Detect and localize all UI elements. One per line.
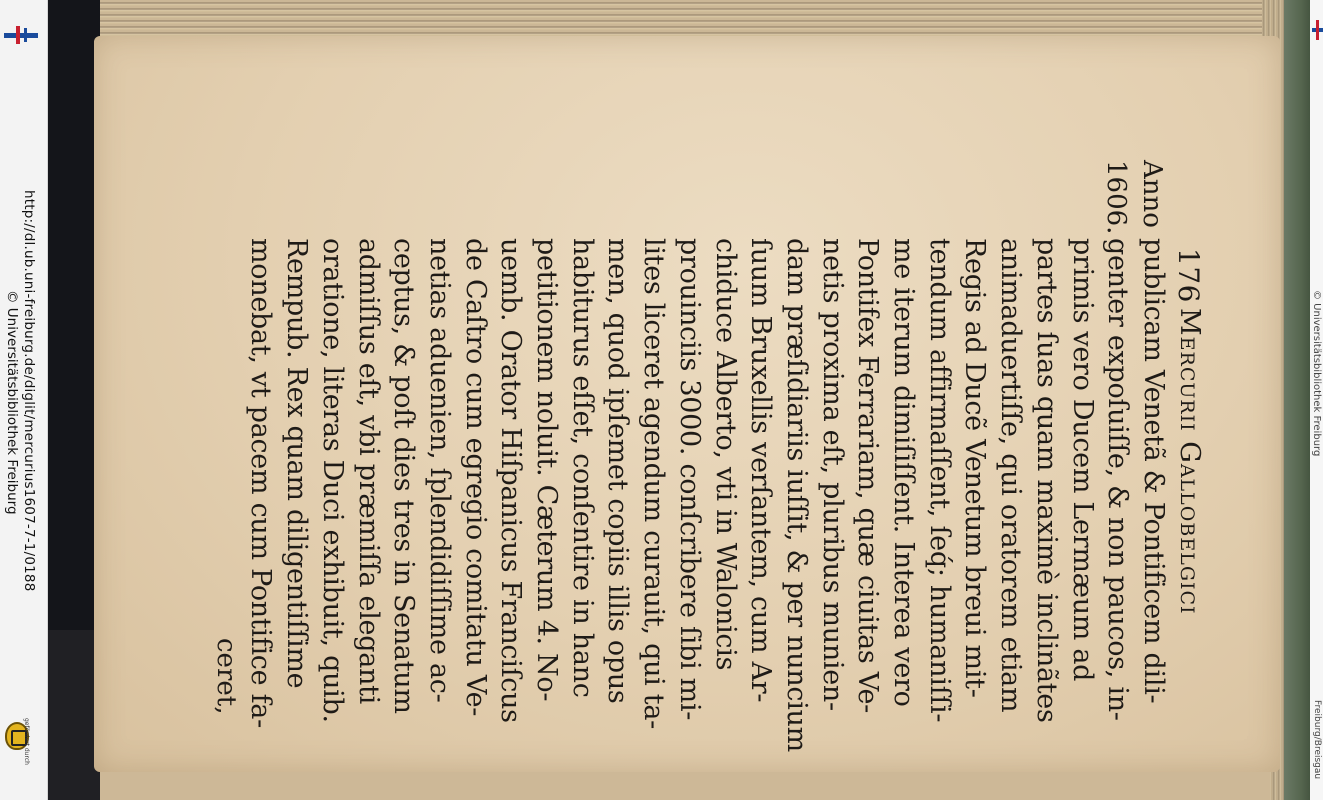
ruler-logo-icon — [1312, 18, 1323, 44]
text-line: de Caſtro cum egregio comitatu Ve- — [459, 238, 491, 717]
margin-note-anno: Anno — [1137, 160, 1167, 228]
text-line: dam præſidiariis iuſſit, & per nuncium — [781, 238, 812, 752]
ruler-location: Freiburg/Breisgau — [1312, 700, 1322, 780]
running-head: Mercurii Gallobelgici — [1174, 308, 1205, 615]
text-line: Regis ad Ducẽ Venetum breui mit- — [959, 238, 991, 698]
text-line: men, quod ipſemet copiis illis opus — [602, 238, 634, 704]
document-url[interactable]: http://dl.ub.uni-freiburg.de/diglit/mercurius1607-7-1/0188 — [21, 190, 37, 592]
library-logo-icon[interactable] — [4, 26, 38, 44]
text-line: publicam Venetã & Pontificem dili- — [1138, 238, 1169, 704]
book-spine — [1284, 0, 1312, 800]
text-line: ſuum Bruxellis verſantem, cum Ar- — [745, 238, 777, 703]
text-line: me iterum dimiſiſſent. Interea vero — [888, 238, 920, 707]
funded-by-label: gefördert durch — [23, 718, 30, 765]
text-line: oratione, literas Duci exhibuit, quib. — [316, 238, 348, 723]
catchword: ceret, — [210, 638, 241, 715]
text-line: tendum affirmaſſent, ſeq́; humaniſſi- — [923, 238, 955, 723]
copyright-notice: © Universitätsbibliothek Freiburg — [4, 290, 20, 515]
text-line: netis proxima eſt, pluribus munien- — [816, 238, 848, 711]
text-line: ceptus, & poſt dies tres in Senatum — [388, 238, 420, 714]
text-line: lites liceret agendum curauit, qui ta- — [638, 238, 670, 729]
text-line: primis vero Ducem Lermæum ad — [1066, 238, 1098, 682]
text-line: prouinciis 3000. conſcribere ſibi mi- — [673, 238, 705, 721]
text-line: genter expoſuiſſe, & non paucos, in- — [1102, 238, 1134, 721]
page-header — [1167, 160, 1213, 750]
text-line: petitionem noluit. Cæterum 4. No- — [531, 238, 563, 702]
ruler-copyright: © Universitätsbibliothek Freiburg — [1311, 290, 1322, 457]
text-line: Rempub. Rex quam diligentiſſime — [281, 238, 313, 689]
text-line: chiduce Alberto, vti in Walonicis — [709, 238, 741, 671]
page-number: 176 — [1172, 248, 1205, 303]
text-line: netias aduenien, ſplendidiſſime ac- — [424, 238, 455, 703]
text-line: admiſſus eſt, vbi præmiſſa eleganti — [352, 238, 384, 704]
text-line: Pontifex Ferrariam, quæ ciuitas Ve- — [852, 238, 884, 713]
viewer-sidebar — [0, 0, 48, 800]
page-text-block — [210, 160, 1213, 752]
text-line: animaduertiſſe, qui oratorem etiam — [995, 238, 1027, 713]
text-line: uemb. Orator Hiſpanicus Franciſcus — [495, 238, 527, 723]
margin-note-year: 1606. — [1101, 160, 1131, 235]
text-line: partes ſuas quam maximè inclinãtes — [1030, 238, 1062, 723]
text-line: monebat, vt pacem cum Pontifice fa- — [245, 238, 277, 728]
text-line: habiturus eſſet, conſentire in hanc — [566, 238, 598, 698]
